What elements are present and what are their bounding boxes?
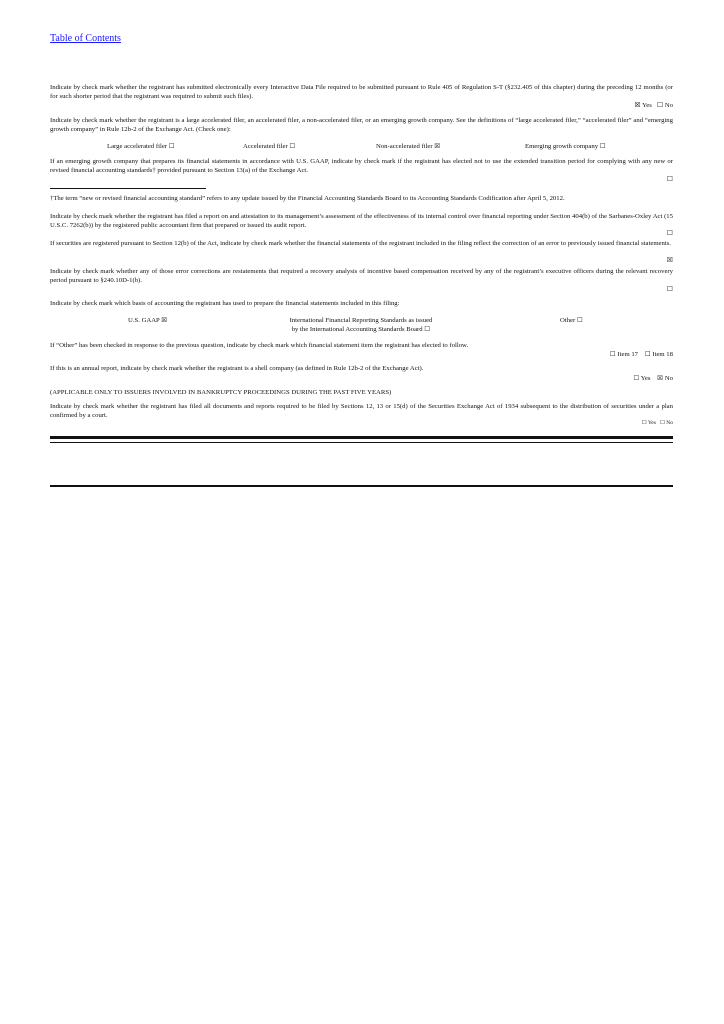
item-17-checkbox[interactable]: ☐ Item 17 xyxy=(609,351,639,358)
section-divider-thin xyxy=(50,442,673,443)
interactive-data-answer xyxy=(634,101,673,110)
bankruptcy-paragraph: Indicate by check mark whether the registrant has filed all documents and reports required to be filed by Sections 12, 13 or 15(d) of the Securities Exchange Act of 1934 subsequent to the distribution of securities under a plan confirmed by a court. xyxy=(50,403,673,419)
shell-no-checkbox[interactable]: ☒ No xyxy=(657,375,673,382)
item-18-checkbox[interactable]: ☐ Item 18 xyxy=(644,351,673,358)
transition-period-checkbox[interactable]: ☐ xyxy=(666,175,673,183)
bankruptcy-yes-checkbox[interactable]: ☐ Yes xyxy=(641,420,656,426)
interactive-data-no-checkbox[interactable]: ☐ xyxy=(656,101,664,109)
other-item-paragraph: If “Other” has been checked in response to the previous question, indicate by check mark which financial statement item the registrant has elected to follow. xyxy=(50,342,469,349)
ifrs-label-line2: by the International Accounting Standards Board ☐ xyxy=(291,326,431,333)
error-correction-checkbox[interactable]: ☒ xyxy=(666,256,673,264)
error-correction-paragraph: If securities are registered pursuant to Section 12(b) of the Act, indicate by check mark whether the financial statements of the registrant included in the filing reflect the correction of an error to previously issued financial statements. xyxy=(50,240,671,247)
accounting-basis-paragraph: Indicate by check mark which basis of accounting the registrant has used to prepare the financial statements included in this filing: xyxy=(50,300,400,307)
interactive-data-no-label: No xyxy=(664,102,673,109)
bankruptcy-answer xyxy=(642,419,673,427)
filer-status-paragraph: Indicate by check mark whether the registrant is a large accelerated filer, an accelerated filer, a non-accelerated filer, or an emerging growth company. See the definitions of “large accelerated filer,” “accelerated filer” and “emerging growth company” in Rule 12b-2 of the Exchange Act. (Check one): xyxy=(50,117,673,133)
recovery-analysis-checkbox[interactable]: ☐ xyxy=(666,285,673,293)
footnote-divider xyxy=(50,188,206,189)
interactive-data-yes-label: Yes xyxy=(642,102,652,109)
interactive-data-yes-checkbox[interactable]: ☒ xyxy=(634,101,641,109)
table-of-contents-link[interactable]: Table of Contents xyxy=(50,33,121,44)
shell-company-answer xyxy=(633,374,673,383)
recovery-analysis-paragraph: Indicate by check mark whether any of those error corrections are restatements that required a recovery analysis of incentive based compensation received by any of the registrant’s executive officers during the relevant recovery period pursuant to §240.10D-1(b). xyxy=(50,268,673,284)
bankruptcy-heading: (APPLICABLE ONLY TO ISSUERS INVOLVED IN BANKRUPTCY PROCEEDINGS DURING THE PAST FIVE YEARS) xyxy=(50,389,392,396)
footnote-text: †The term “new or revised financial accounting standard” refers to any update issued by the Financial Accounting Standards Board to its Accounting Standards Codification after April 5, 2012. xyxy=(50,195,565,202)
shell-company-paragraph: If this is an annual report, indicate by check mark whether the registrant is a shell company (as defined in Rule 12b-2 of the Exchange Act). xyxy=(50,365,424,372)
icfr-paragraph: Indicate by check mark whether the registrant has filed a report on and attestation to its management’s assessment of the effectiveness of its internal control over financial reporting under Section 404(b) of the Sarbanes-Oxley Act (15 U.S.C. 7262(b)) by the registered public accountant firm that prepared or issued its audit report. xyxy=(50,213,673,229)
accelerated-filer-checkbox[interactable]: Accelerated filer ☐ xyxy=(243,143,296,150)
transition-period-paragraph: If an emerging growth company that prepares its financial statements in accordance with U.S. GAAP, indicate by check mark if the registrant has elected not to use the extended transition period for complying with any new or revised financial accounting standards† provided pursuant to Section 13(a) of the Exchange Act. xyxy=(50,158,673,174)
large-accelerated-filer-checkbox[interactable]: Large accelerated filer ☐ xyxy=(107,143,175,150)
section-divider-thick xyxy=(50,436,673,439)
non-accelerated-filer-checkbox[interactable]: Non-accelerated filer ☒ xyxy=(376,143,441,150)
ifrs-option[interactable] xyxy=(270,316,452,334)
us-gaap-checkbox[interactable]: U.S. GAAP ☒ xyxy=(128,317,168,324)
icfr-checkbox[interactable]: ☐ xyxy=(666,229,673,237)
bankruptcy-no-checkbox[interactable]: ☐ No xyxy=(659,420,673,426)
interactive-data-paragraph: Indicate by check mark whether the registrant has submitted electronically every Interactive Data File required to be submitted pursuant to Rule 405 of Regulation S-T (§232.405 of this chapter) during the preceding 12 months (or for such shorter period that the registrant was required to submit such files). xyxy=(50,84,673,100)
other-basis-checkbox[interactable]: Other ☐ xyxy=(560,317,583,324)
page-break-divider xyxy=(50,485,673,487)
shell-yes-checkbox[interactable]: ☐ Yes xyxy=(633,375,651,382)
other-item-answer xyxy=(610,350,673,359)
ifrs-label-line1: International Financial Reporting Standards as issued xyxy=(289,317,433,324)
emerging-growth-company-checkbox[interactable]: Emerging growth company ☐ xyxy=(525,143,606,150)
